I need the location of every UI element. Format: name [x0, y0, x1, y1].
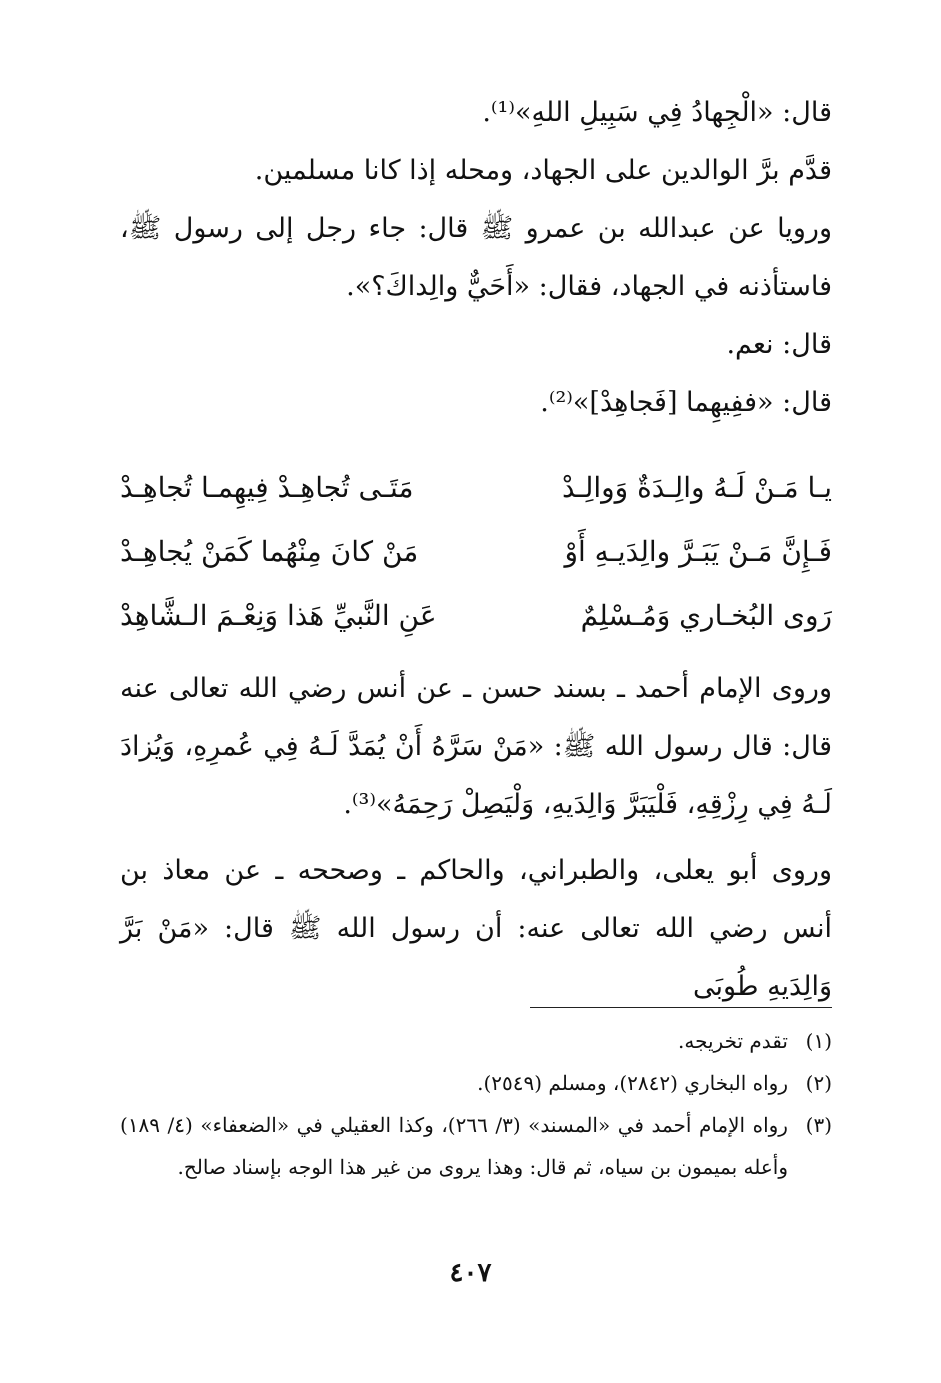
poem-second-hemistich: مَتَـى تُجاهِـدْ فِيهِمـا تُجاهِـدْ [120, 471, 414, 504]
footnote-text: تقدم تخريجه. [678, 1029, 788, 1053]
poem-verse [120, 584, 832, 648]
footnote-text: رواه الإمام أحمد في «المسند» (٣/ ٢٦٦)، وكذا العقيلي في «الضعفاء» (٤/ ١٨٩) وأعله بميمون بن سياه، ثم قال: وهذا يروى من غير هذا الوجه بإسناد صالح. [120, 1113, 788, 1179]
poem-verse [120, 456, 832, 520]
poem-second-hemistich: مَنْ كانَ مِنْهُما كَمَنْ يُجاهِـدْ [120, 535, 419, 568]
paragraph: وروى أبو يعلى، والطبراني، والحاكم ـ وصححه ـ عن معاذ بن أنس رضي الله تعالى عنه: أن رسول الله ﷺ قال: «مَنْ بَرَّ وَالِدَيهِ طُوبَى [120, 855, 832, 1002]
footnotes [120, 1020, 832, 1188]
footnote-number: (٢) [805, 1071, 832, 1095]
body-text-top [120, 84, 832, 432]
poem-first-hemistich: فَـإِنَّ مَـنْ يَبَـرَّ والِدَيـهِ أَوْ [564, 535, 832, 568]
footnote [120, 1104, 832, 1188]
poem-second-hemistich: عَنِ النَّبيِّ هَذا وَنِعْـمَ الـشَّاهِدْ [120, 599, 437, 632]
body-text-bottom [120, 660, 832, 1016]
footnote-number: (٣) [805, 1113, 832, 1137]
poem-verse [120, 520, 832, 584]
paragraph: ورويا عن عبدالله بن عمرو ﷺ قال: جاء رجل إلى رسول ﷺ، فاستأذنه في الجهاد، فقال: «أَحَيٌّ والِداكَ؟». [120, 213, 832, 302]
paragraph: قال: «ففِيهِما [فَجاهِدْ]»⁽²⁾. [540, 387, 832, 418]
paragraph: وروى الإمام أحمد ـ بسند حسن ـ عن أنس رضي الله تعالى عنه قال: قال رسول الله ﷺ: «مَنْ سَرَّهُ أَنْ يُمَدَّ لَـهُ فِي عُمرِهِ، وَيُزادَ لَـهُ فِي رِزْقِهِ، فَلْيَبَرَّ وَالِدَيهِ، وَلْيَصِلْ رَحِمَهُ»⁽³⁾. [120, 673, 832, 820]
poem-first-hemistich: رَوى البُخـاري وَمُـسْلِمٌ [580, 599, 832, 632]
paragraph: قال: نعم. [726, 329, 832, 360]
footnote-number: (١) [805, 1029, 832, 1053]
paragraph: قال: «الْجِهادُ فِي سَبِيلِ اللهِ»⁽¹⁾. [482, 97, 832, 128]
footnote-separator [530, 1007, 832, 1008]
poem [120, 456, 832, 648]
paragraph: قدَّم برَّ الوالدين على الجهاد، ومحله إذا كانا مسلمين. [254, 155, 832, 186]
footnote-text: رواه البخاري (٢٨٤٢)، ومسلم (٢٥٤٩). [477, 1071, 788, 1095]
footnote [120, 1062, 832, 1104]
page-number: ٤٠٧ [449, 1258, 492, 1288]
poem-first-hemistich: يـا مَـنْ لَـهُ والِـدَةٌ وَوالِـدْ [561, 471, 832, 504]
footnote [120, 1020, 832, 1062]
